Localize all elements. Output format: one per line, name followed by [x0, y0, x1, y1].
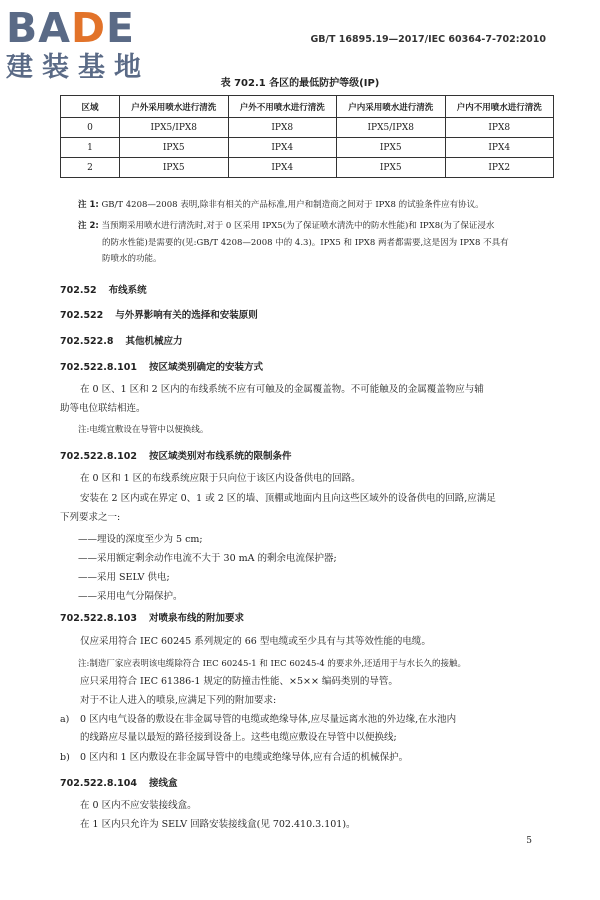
section-title: 按区域类别对布线系统的限制条件 — [148, 451, 292, 462]
section-heading-104 — [60, 775, 177, 789]
note-text: GB/T 4208—2008 表明,除非有相关的产品标准,用户和制造商之间对于 IPX8 的试验条件应有协议。 — [101, 200, 484, 210]
table-note-2-line: 的防水性能)是需要的(见:GB/T 4208—2008 中的 4.3)。IPX5 和 IPX8 两者都需要,这是因为 IPX8 不具有 — [102, 238, 509, 248]
table-header: 户外采用喷水进行清洗 — [120, 96, 229, 118]
dash-list-item: ——采用额定剩余动作电流不大于 30 mA 的剩余电流保护器; — [78, 553, 337, 564]
list-item-a — [60, 711, 558, 747]
table-cell: IPX2 — [445, 158, 554, 178]
note: 注:制造厂家应表明该电缆除符合 IEC 60245-1 和 IEC 60245-4 的要求外,还适用于与水长久的接触。 — [78, 659, 467, 669]
section-heading-702-522 — [60, 307, 258, 321]
section-heading-101 — [60, 359, 263, 373]
table-cell: 2 — [61, 158, 120, 178]
list-marker: b) — [60, 752, 70, 763]
paragraph: 在 0 区和 1 区的布线系统应限于只向位于该区内设备供电的回路。 — [80, 473, 361, 484]
table-header: 区域 — [61, 96, 120, 118]
table-cell: IPX5/IPX8 — [337, 118, 446, 138]
table-cell: IPX8 — [445, 118, 554, 138]
table-cell: IPX5 — [120, 158, 229, 178]
table-header: 户内采用喷水进行清洗 — [337, 96, 446, 118]
section-number: 702.522.8.102 — [60, 451, 137, 462]
section-number: 702.522.8.104 — [60, 778, 137, 789]
section-number: 702.522 — [60, 310, 104, 321]
list-marker: a) — [60, 714, 70, 725]
page-number: 5 — [526, 836, 532, 846]
paragraph: 在 0 区内不应安装接线盒。 — [80, 800, 197, 811]
table-note-1 — [78, 198, 556, 213]
section-title: 接线盒 — [148, 778, 178, 789]
paragraph: 助等电位联结相连。 — [60, 403, 146, 414]
table-cell: 1 — [61, 138, 120, 158]
section-title: 布线系统 — [108, 285, 147, 296]
section-number: 702.522.8.103 — [60, 613, 137, 624]
table-note-2-line: 防喷水的功能。 — [102, 254, 162, 264]
paragraph: 在 1 区内只允许为 SELV 回路安装接线盒(见 702.410.3.101)。 — [80, 819, 356, 830]
logo-subtitle: 建装基地 — [6, 52, 150, 83]
section-number: 702.522.8 — [60, 336, 114, 347]
bade-logo — [6, 6, 176, 84]
section-title: 按区域类别确定的安装方式 — [148, 362, 263, 373]
dash-list-item: ——采用 SELV 供电; — [78, 572, 170, 583]
paragraph: 在 0 区、1 区和 2 区内的布线系统不应有可触及的金属覆盖物。不可能触及的金属覆盖物应与辅 — [80, 384, 484, 395]
table-cell: IPX4 — [228, 138, 337, 158]
table-cell: IPX5 — [337, 158, 446, 178]
paragraph: 对于不让人进入的喷泉,应满足下列的附加要求: — [80, 695, 277, 706]
note-label: 注 1: — [78, 200, 99, 210]
logo-wordmark: BADE — [6, 4, 136, 52]
section-title: 其他机械应力 — [125, 336, 183, 347]
standard-code: GB/T 16895.19—2017/IEC 60364-7-702:2010 — [310, 34, 546, 45]
table-cell: IPX4 — [228, 158, 337, 178]
table-note-2 — [78, 219, 556, 234]
section-title: 对喷泉布线的附加要求 — [148, 613, 244, 624]
section-heading-702-52 — [60, 282, 147, 296]
section-heading-102 — [60, 448, 291, 462]
dash-list-item: ——埋设的深度至少为 5 cm; — [78, 534, 203, 545]
paragraph: 安装在 2 区内或在界定 0、1 或 2 区的墙、顶棚或地面内且向这些区域外的设备供电的回路,应满足 — [80, 493, 496, 504]
table-header: 户内不用喷水进行清洗 — [445, 96, 554, 118]
table-header: 户外不用喷水进行清洗 — [228, 96, 337, 118]
list-text: 0 区内和 1 区内敷设在非金属导管中的电缆或绝缘导体,应有合适的机械保护。 — [80, 752, 409, 763]
table-cell: IPX5 — [337, 138, 446, 158]
note: 注:电缆宜敷设在导管中以便换线。 — [78, 425, 209, 435]
section-number: 702.522.8.101 — [60, 362, 137, 373]
table-row — [61, 118, 554, 138]
list-item-b — [60, 749, 558, 767]
dash-list-item: ——采用电气分隔保护。 — [78, 591, 183, 602]
section-heading-702-522-8 — [60, 333, 183, 347]
paragraph: 应只采用符合 IEC 61386-1 规定的防撞击性能、×5×× 编码类别的导管。 — [80, 676, 398, 687]
table-row — [61, 158, 554, 178]
table-cell: 0 — [61, 118, 120, 138]
table-cell: IPX5/IPX8 — [120, 118, 229, 138]
table-cell: IPX5 — [120, 138, 229, 158]
list-text-continued: 的线路应尽量以最短的路径接到设备上。这些电缆应敷设在导管中以便换线; — [80, 732, 397, 743]
ip-table — [60, 95, 554, 178]
note-label: 注 2: — [78, 221, 99, 231]
table-cell: IPX4 — [445, 138, 554, 158]
section-number: 702.52 — [60, 285, 97, 296]
paragraph: 下列要求之一: — [60, 512, 121, 523]
paragraph: 仅应采用符合 IEC 60245 系列规定的 66 型电缆或至少具有与其等效性能的电缆。 — [80, 636, 431, 647]
section-heading-103 — [60, 610, 244, 624]
table-title: 表 702.1 各区的最低防护等级(IP) — [220, 78, 380, 89]
section-title: 与外界影响有关的选择和安装原则 — [115, 310, 258, 321]
list-text: 0 区内电气设备的敷设在非金属导管的电缆或绝缘导体,应尽量远离水池的外边缘,在水池内 — [80, 714, 457, 725]
table-header-row — [61, 96, 554, 118]
table-cell: IPX8 — [228, 118, 337, 138]
table-row — [61, 138, 554, 158]
note-text: 当预期采用喷水进行清洗时,对于 0 区采用 IPX5(为了保证喷水清洗中的防水性能)和 IPX8(为了保证浸水 — [101, 221, 495, 231]
